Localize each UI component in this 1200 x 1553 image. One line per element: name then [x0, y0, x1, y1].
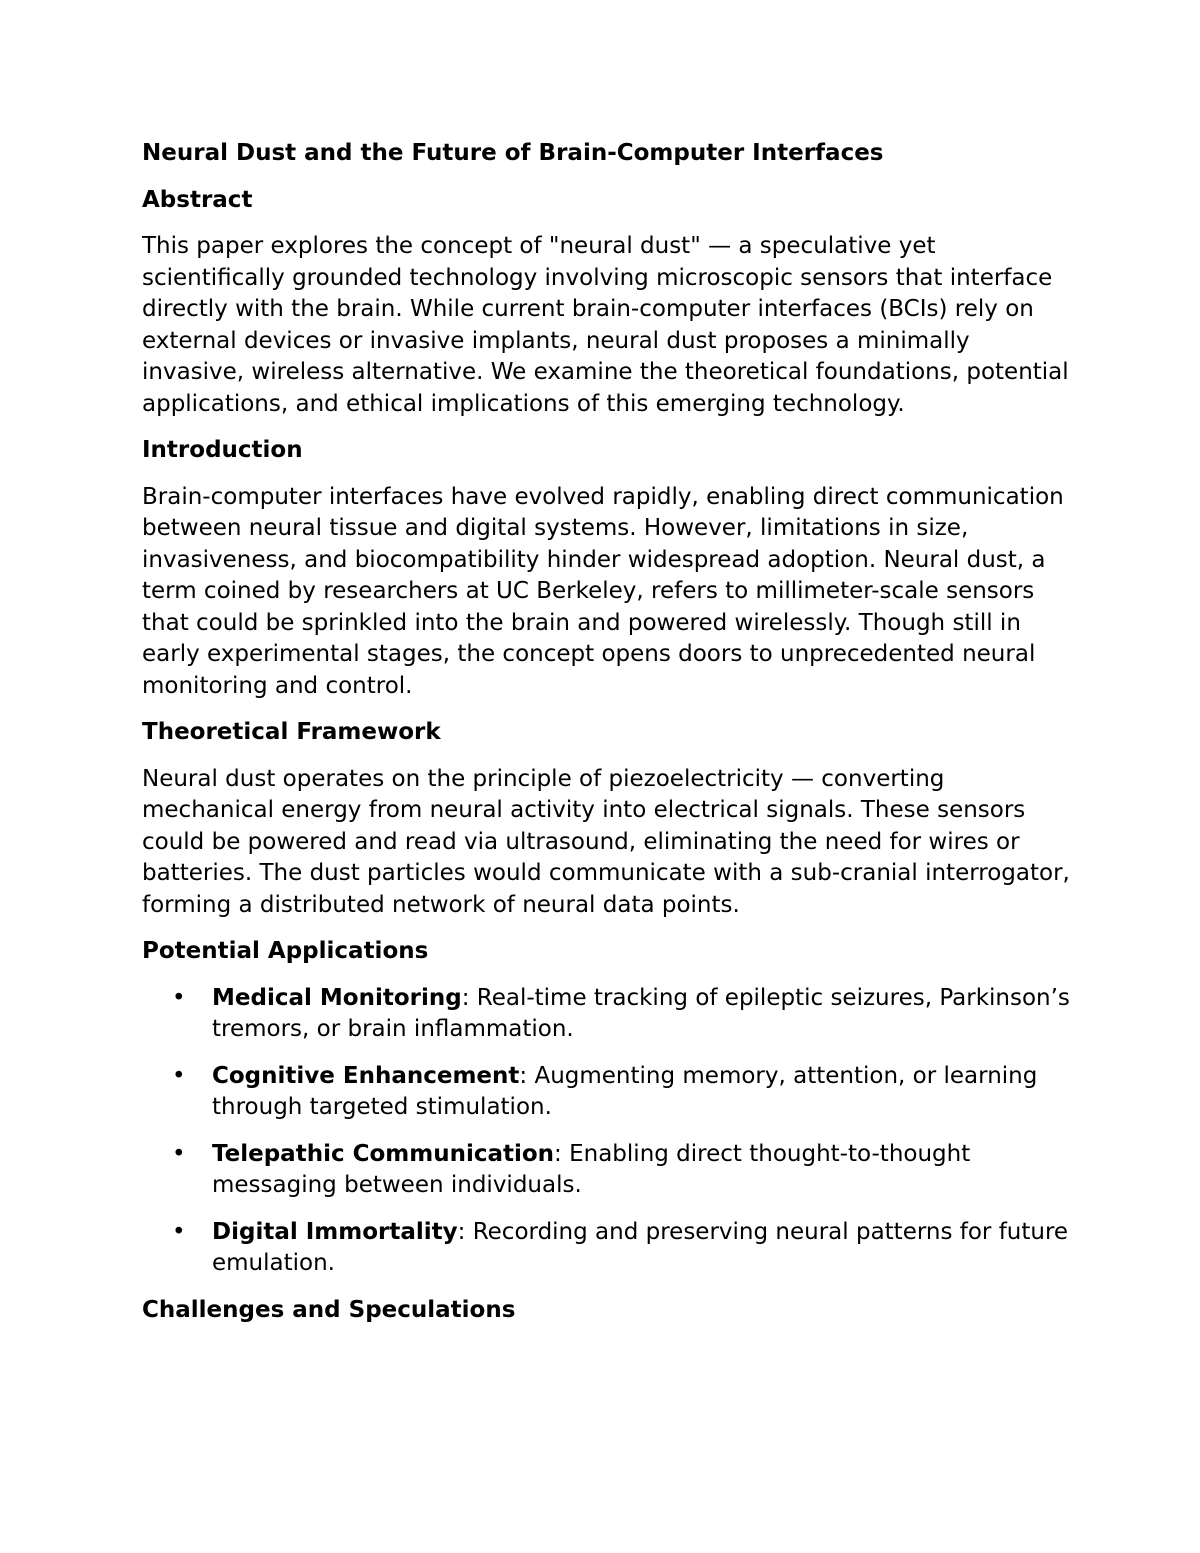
- document-page: [142, 138, 1072, 1341]
- section-heading-potential-applications: Potential Applications: [142, 938, 429, 964]
- introduction-paragraph: Brain-computer interfaces have evolved rapidly, enabling direct communication between neural tissue and digital systems. However, limitations in size, invasiveness, and biocompatibility hinder widespread adoption. Neural dust, a term coined by researchers at UC Berkeley, refers to millimeter-scale sensors that could be sprinkled into the brain and powered wirelessly. Though still in early experimental stages, the concept opens doors to unprecedented neural monitoring and control.: [142, 483, 1064, 699]
- bullet-icon: •: [172, 1218, 186, 1245]
- list-item: [142, 1217, 1072, 1280]
- bullet-icon: •: [172, 984, 186, 1011]
- list-item-text: : Enabling direct thought-to-thought messaging between individuals.: [212, 1140, 971, 1198]
- list-item-term: Medical Monitoring: [212, 984, 462, 1011]
- list-item: [142, 1139, 1072, 1202]
- applications-list: [142, 983, 1072, 1280]
- bullet-icon: •: [172, 1140, 186, 1167]
- theoretical-framework-paragraph: Neural dust operates on the principle of piezoelectricity — converting mechanical energy from neural activity into electrical signals. These sensors could be powered and read via ultrasound, eliminating the need for wires or batteries. The dust particles would communicate with a sub-cranial interrogator, forming a distributed network of neural data points.: [142, 765, 1070, 918]
- section-heading-challenges-and-speculations: Challenges and Speculations: [142, 1296, 516, 1323]
- list-item-term: Digital Immortality: [212, 1218, 458, 1245]
- section-heading-theoretical-framework: Theoretical Framework: [142, 719, 441, 745]
- abstract-paragraph: This paper explores the concept of "neural dust" — a speculative yet scientifically grounded technology involving microscopic sensors that interface directly with the brain. While current brain-computer interfaces (BCIs) rely on external devices or invasive implants, neural dust proposes a minimally invasive, wireless alternative. We examine the theoretical foundations, potential applications, and ethical implications of this emerging technology.: [142, 233, 1069, 417]
- section-heading-introduction: Introduction: [142, 437, 303, 463]
- list-item-text: : Augmenting memory, attention, or learning through targeted stimulation.: [212, 1062, 1038, 1120]
- document-title: Neural Dust and the Future of Brain-Computer Interfaces: [142, 140, 884, 166]
- list-item-text: : Recording and preserving neural patterns for future emulation.: [212, 1218, 1069, 1276]
- list-item-term: Telepathic Communication: [212, 1140, 555, 1167]
- list-item: [142, 983, 1072, 1046]
- section-heading-abstract: Abstract: [142, 186, 253, 213]
- list-item-text: : Real-time tracking of epileptic seizures, Parkinson’s tremors, or brain inflammation.: [212, 984, 1070, 1042]
- list-item: [142, 1061, 1072, 1124]
- bullet-icon: •: [172, 1062, 186, 1089]
- list-item-term: Cognitive Enhancement: [212, 1062, 520, 1089]
